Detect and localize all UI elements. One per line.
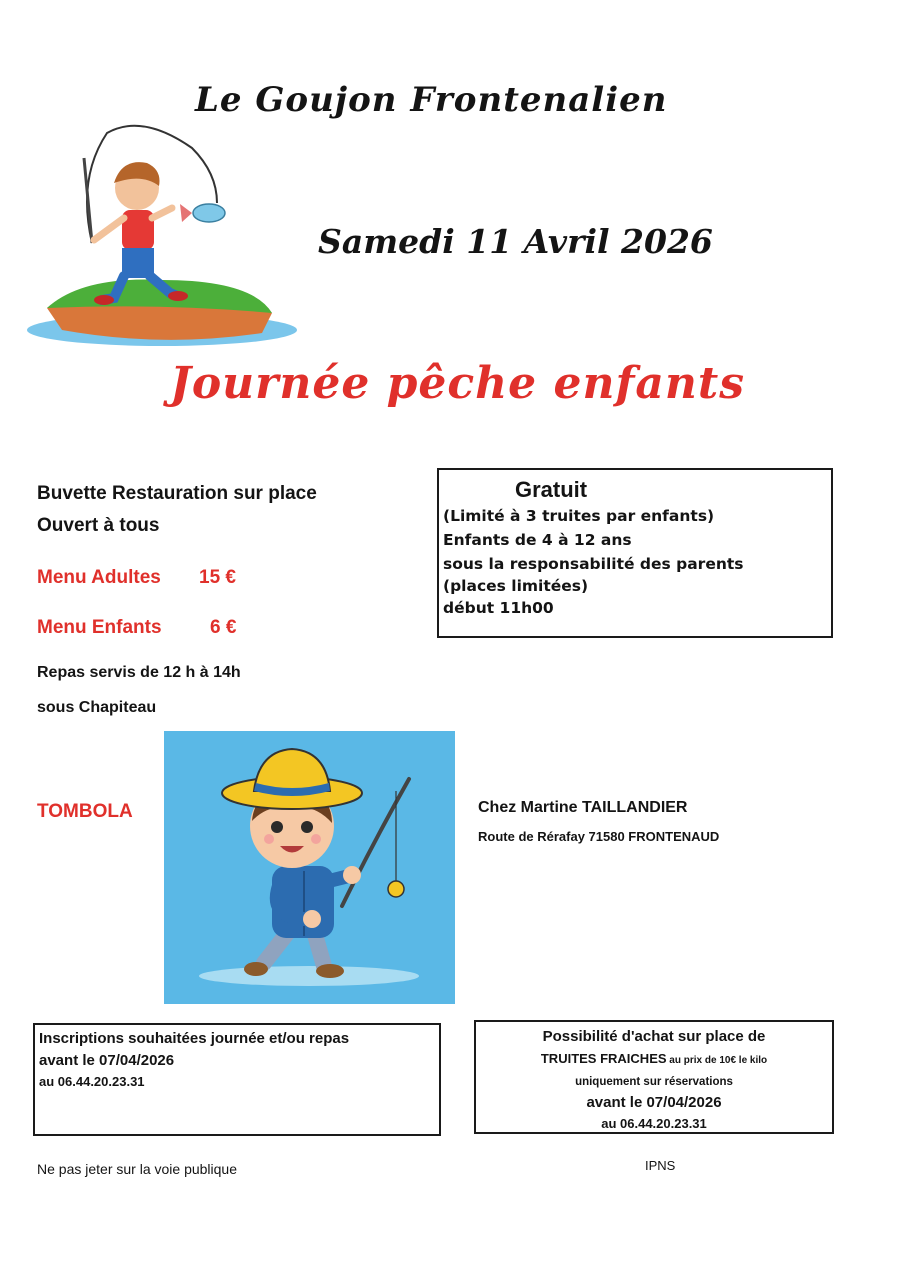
gratuit-line: sous la responsabilité des parents [443,555,744,573]
gratuit-line: Enfants de 4 à 12 ans [443,531,632,549]
footer-ipns: IPNS [645,1158,676,1173]
child-fishing-on-island-illustration [22,118,297,358]
inscriptions-line: Inscriptions souhaitées journée et/ou repas [39,1030,350,1047]
inscriptions-phone: au 06.44.20.23.31 [39,1074,145,1089]
footer-notice: Ne pas jeter sur la voie publique [37,1161,238,1177]
gratuit-title: Gratuit [515,477,588,502]
gratuit-line: (places limitées) [443,577,589,595]
buvette-text: Buvette Restauration sur place [37,483,317,504]
achat-truites-line [480,1048,828,1072]
boy-fishing-cartoon-illustration [164,731,455,1004]
achat-phone: au 06.44.20.23.31 [601,1116,707,1131]
event-headline: Journée pêche enfants [170,358,745,409]
tombola-text: TOMBOLA [37,801,133,822]
gratuit-line: (Limité à 3 truites par enfants) [443,507,715,525]
achat-line: Possibilité d'achat sur place de [542,1028,766,1045]
menu-adultes-price: 15 € [199,567,236,588]
achat-deadline: avant le 07/04/2026 [586,1094,722,1111]
location-name: Chez Martine TAILLANDIER [478,799,688,816]
location-address: Route de Rérafay 71580 FRONTENAUD [478,829,720,844]
page-title: Le Goujon Frontenalien [195,80,668,120]
inscriptions-deadline: avant le 07/04/2026 [39,1052,175,1069]
ouvert-text: Ouvert à tous [37,515,160,536]
gratuit-line: début 11h00 [443,599,554,617]
repas-lieu: sous Chapiteau [37,699,157,716]
achat-prix: au prix de 10€ le kilo [666,1055,768,1066]
repas-horaires: Repas servis de 12 h à 14h [37,664,241,681]
menu-enfants-price: 6 € [210,617,237,638]
gratuit-box [437,468,833,638]
achat-reservations: uniquement sur réservations [575,1076,733,1088]
menu-adultes-label: Menu Adultes [37,567,161,588]
menu-enfants-label: Menu Enfants [37,617,162,638]
achat-box [474,1020,834,1134]
achat-truites: TRUITES FRAICHES [540,1051,667,1066]
event-date: Samedi 11 Avril 2026 [318,222,713,261]
inscriptions-box [33,1023,441,1136]
